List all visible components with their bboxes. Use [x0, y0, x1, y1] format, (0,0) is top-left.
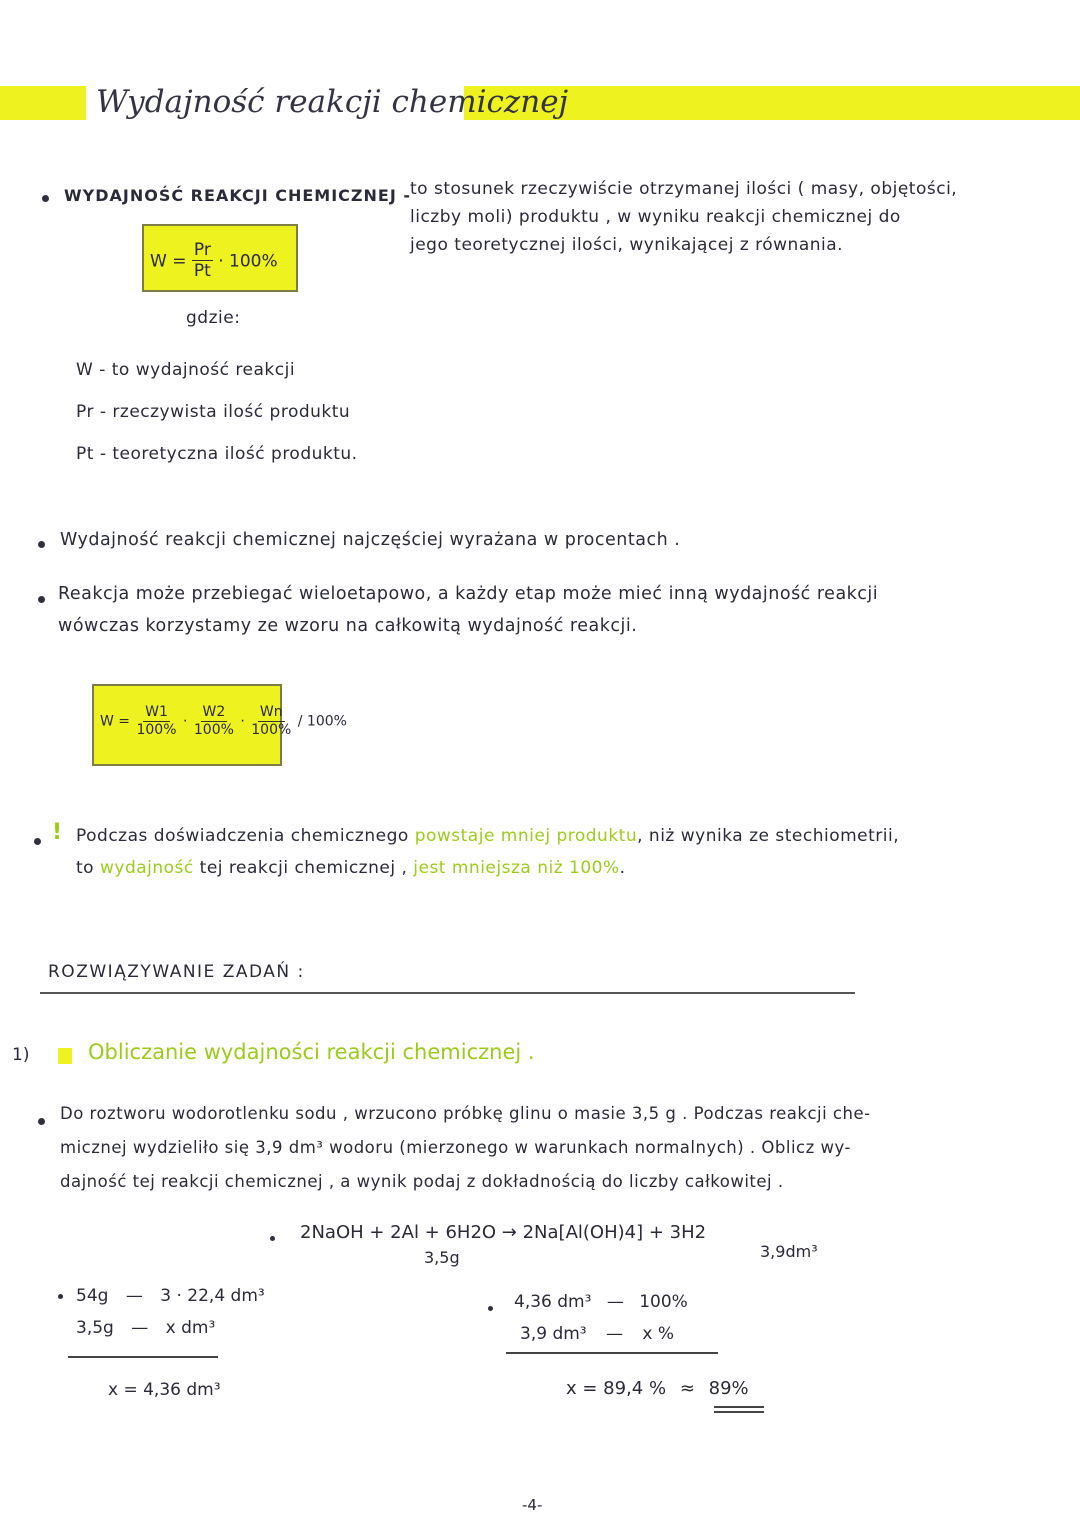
proportion-value: 3,5g — [76, 1318, 114, 1338]
fraction-denominator: 100% — [251, 721, 292, 738]
definition-term — [64, 186, 411, 205]
formula-yield — [150, 240, 278, 283]
bullet — [34, 838, 41, 845]
proportion-value: 4,36 dm³ — [514, 1292, 592, 1312]
formula-total-fraction-2 — [192, 704, 236, 739]
formula-yield-denominator: Pt — [193, 261, 211, 282]
note-text: , niż wynika ze stechiometrii, — [637, 826, 900, 846]
definition-line-1: to stosunek rzeczywiście otrzymanej ilości ( masy, objętości, — [410, 179, 958, 199]
proportion-left-row-1 — [76, 1286, 265, 1306]
page-title: Wydajność reakcji chemicznej — [96, 84, 569, 120]
fraction-numerator: Wn — [259, 704, 283, 720]
bullet — [270, 1236, 275, 1241]
task-highlight-marker — [58, 1048, 72, 1064]
formula-total-tail: / 100% — [297, 713, 347, 730]
page-number: -4- — [522, 1496, 543, 1514]
note-line-2 — [76, 858, 626, 878]
legend-item-w — [76, 360, 295, 380]
proportion-dash: — — [606, 1292, 624, 1312]
proportion-right-row-1 — [514, 1292, 688, 1312]
note-highlight: jest mniejsza niż 100% — [413, 858, 620, 878]
multistage-line-1: Reakcja może przebiegać wieloetapowo, a każdy etap może mieć inną wydajność reakcji — [58, 584, 879, 604]
bullet-percent-text: Wydajność reakcji chemicznej najczęściej wyrażana w procentach . — [60, 530, 681, 550]
result-value: x = 89,4 % — [566, 1378, 667, 1399]
definition-line-3: jego teoretycznej ilości, wynikającej z równania. — [410, 235, 844, 255]
task-number: 1) — [12, 1045, 30, 1065]
formula-yield-lhs: W = — [150, 251, 187, 272]
equation-volume-h2: 3,9dm³ — [760, 1242, 818, 1261]
final-answer-underline-2 — [714, 1411, 764, 1413]
formula-yield-numerator: Pr — [193, 240, 211, 260]
equation-mass-al: 3,5g — [424, 1248, 460, 1267]
proportion-dash: — — [125, 1286, 143, 1306]
proportion-value: x dm³ — [165, 1318, 216, 1338]
task-title: Obliczanie wydajności reakcji chemicznej . — [88, 1040, 535, 1064]
bullet — [42, 195, 49, 202]
proportion-left-result: x = 4,36 dm³ — [108, 1380, 221, 1400]
proportion-value: 3 · 22,4 dm³ — [160, 1286, 265, 1306]
bullet — [38, 596, 45, 603]
note-text: tej reakcji chemicznej , — [199, 858, 408, 878]
proportion-dash: — — [131, 1318, 149, 1338]
legend-dash: - — [99, 360, 106, 380]
where-label: gdzie: — [186, 308, 241, 328]
definition-term-text: WYDAJNOŚĆ REAKCJI CHEMICZNEJ — [64, 186, 397, 205]
definition-dash: - — [403, 186, 411, 205]
section-heading: ROZWIĄZYWANIE ZADAŃ : — [48, 962, 305, 982]
formula-total-yield-box — [92, 684, 347, 766]
proportion-value: x % — [642, 1324, 675, 1344]
legend-description: to wydajność reakcji — [111, 360, 296, 380]
fraction-denominator: 100% — [193, 721, 234, 738]
exclamation-mark: ! — [52, 820, 63, 845]
legend-description: teoretyczna ilość produktu. — [112, 444, 358, 464]
formula-total-dot: · — [240, 713, 245, 730]
legend-item-pt — [76, 444, 358, 464]
bullet — [58, 1294, 63, 1299]
proportion-value: 54g — [76, 1286, 109, 1306]
reaction-equation: 2NaOH + 2Al + 6H2O → 2Na[Al(OH)4] + 3H2 — [300, 1222, 707, 1243]
formula-total-fraction-n — [249, 704, 293, 739]
approx-sign: ≈ — [679, 1378, 695, 1399]
note-text: to — [76, 858, 95, 878]
bullet — [38, 541, 45, 548]
note-text: . — [619, 858, 626, 878]
formula-yield-rhs: · 100% — [218, 251, 278, 272]
legend-symbol: Pt — [76, 444, 94, 464]
multistage-line-2: wówczas korzystamy ze wzoru na całkowitą wydajność reakcji. — [58, 616, 638, 636]
legend-dash: - — [99, 402, 107, 422]
fraction-denominator: 100% — [136, 721, 177, 738]
formula-yield-fraction — [192, 240, 213, 283]
note-text: Podczas doświadczenia chemicznego — [76, 826, 409, 846]
task-line-2: micznej wydzieliło się 3,9 dm³ wodoru (mierzonego w warunkach normalnych) . Oblicz wy- — [60, 1138, 851, 1157]
note-line-1 — [76, 826, 899, 846]
legend-symbol: W — [76, 360, 94, 380]
proportion-left-row-2 — [76, 1318, 215, 1338]
formula-total-dot: · — [182, 713, 188, 730]
note-highlight: powstaje mniej produktu — [414, 826, 638, 846]
formula-total-yield — [100, 704, 347, 739]
note-highlight: wydajność — [99, 858, 194, 878]
task-line-1: Do roztworu wodorotlenku sodu , wrzucono próbkę glinu o masie 3,5 g . Podczas reakcji che- — [60, 1104, 871, 1123]
proportion-right-result — [566, 1378, 749, 1399]
legend-description: rzeczywista ilość produktu — [112, 402, 351, 422]
formula-yield-box — [142, 224, 298, 292]
final-answer-underline-1 — [714, 1406, 764, 1408]
fraction-numerator: W1 — [145, 704, 168, 720]
proportion-right-divider — [506, 1352, 718, 1354]
proportion-value: 3,9 dm³ — [520, 1324, 587, 1344]
bullet — [488, 1306, 493, 1311]
proportion-right-row-2 — [520, 1324, 674, 1344]
final-answer: 89% — [708, 1378, 749, 1399]
legend-symbol: Pr — [76, 402, 94, 422]
section-underline — [40, 992, 855, 994]
fraction-numerator: W2 — [202, 704, 226, 720]
task-line-3: dajność tej reakcji chemicznej , a wynik podaj z dokładnością do liczby całkowitej . — [60, 1172, 784, 1191]
legend-item-pr — [76, 402, 350, 422]
definition-line-2: liczby moli) produktu , w wyniku reakcji chemicznej do — [410, 207, 901, 227]
proportion-dash: — — [606, 1324, 624, 1344]
proportion-left-divider — [68, 1356, 218, 1358]
formula-total-fraction-1 — [134, 704, 178, 739]
formula-total-lhs: W = — [100, 713, 131, 730]
bullet — [38, 1118, 45, 1125]
legend-dash: - — [99, 444, 107, 464]
proportion-value: 100% — [639, 1292, 688, 1312]
